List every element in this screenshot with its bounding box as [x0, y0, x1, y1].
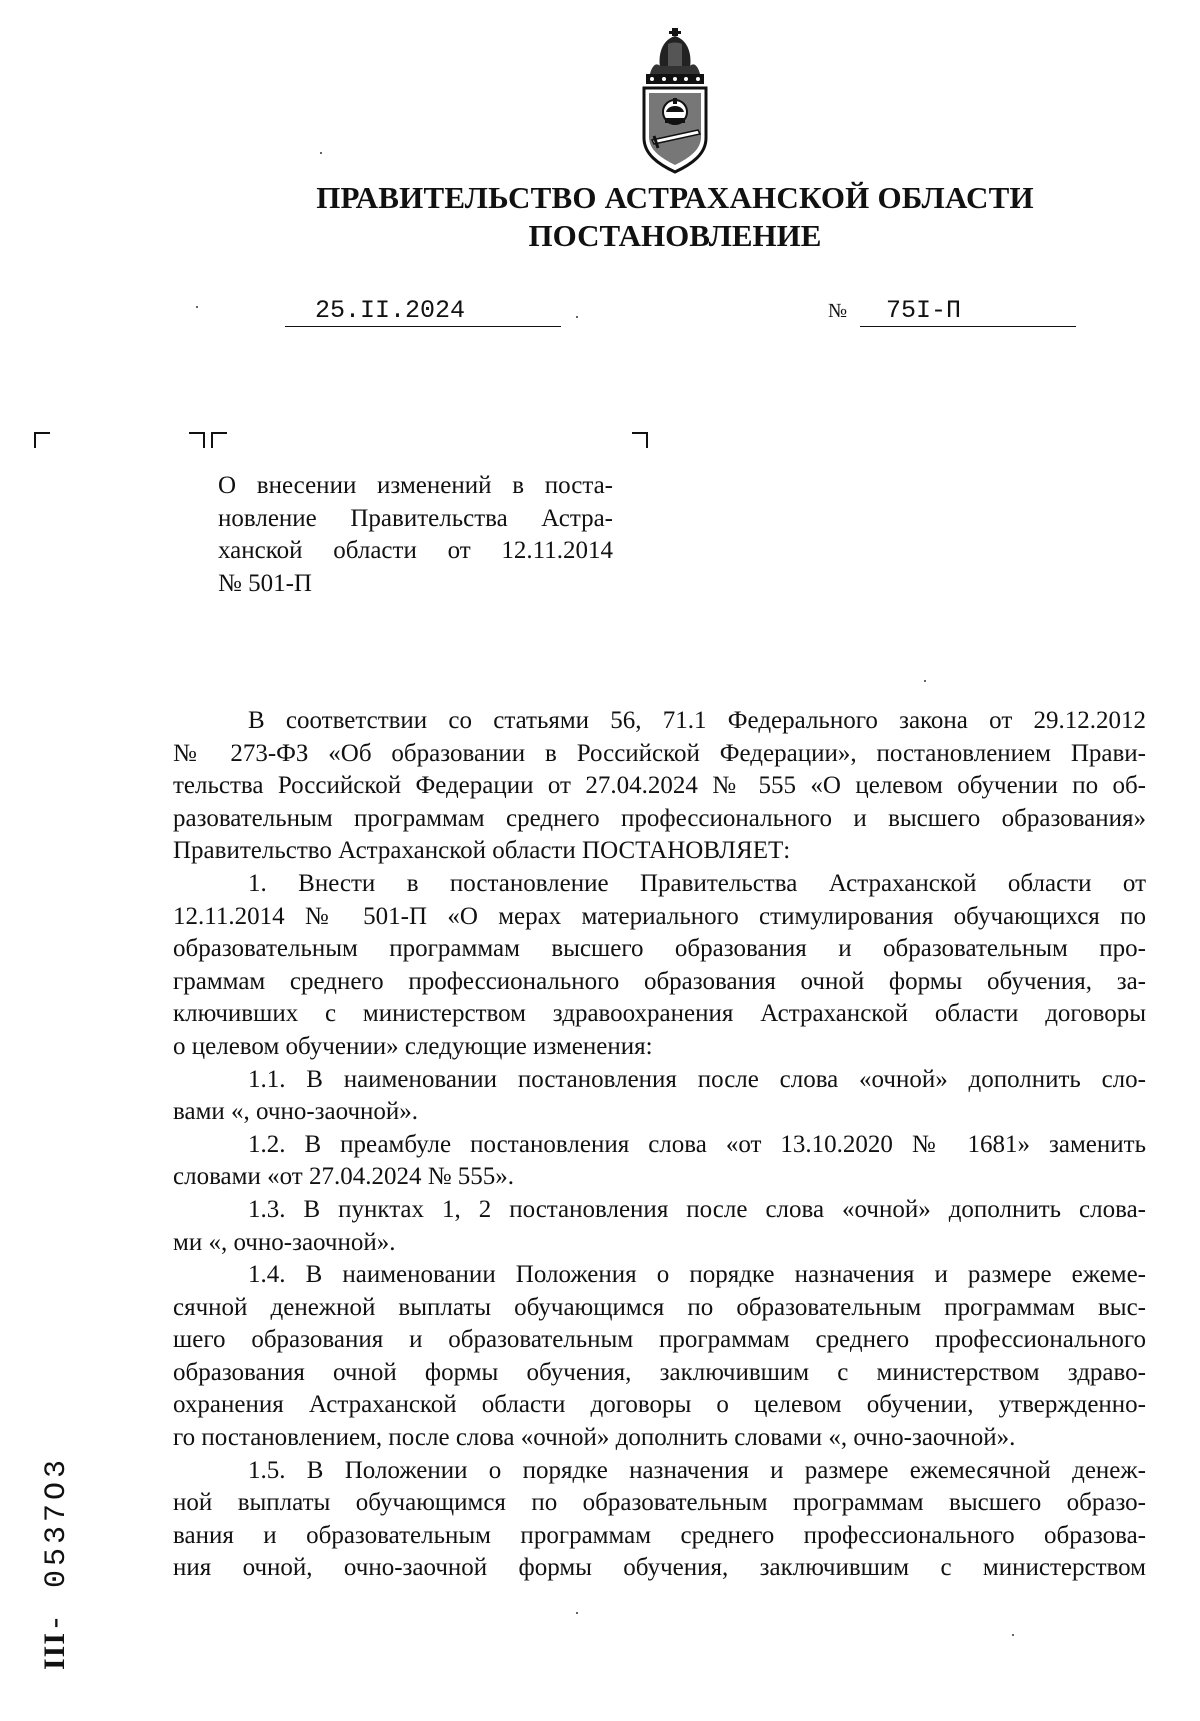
body-line: тельства Российской Федерации от 27.04.2024 № 555 «О целевом обучении по об- — [173, 772, 1146, 800]
body-line: вами «, очно-заочной». — [173, 1098, 419, 1126]
body-line: Правительство Астраханской области ПОСТАНОВЛЯЕТ: — [173, 837, 791, 865]
number-sign: № — [828, 300, 848, 322]
document-subject — [218, 470, 613, 600]
scan-speck — [576, 316, 578, 318]
body-line: 1. Внести в постановление Правительства Астраханской области от — [248, 869, 1146, 897]
body-line: ния очной, очно-заочной формы обучения, заключившим с министерством — [173, 1554, 1146, 1582]
subject-line: О внесении изменений в поста- — [218, 472, 613, 499]
number-underline — [860, 296, 1076, 327]
side-serial-stamp — [38, 1370, 78, 1670]
document-body — [173, 705, 1146, 1585]
corner-mark — [189, 432, 205, 448]
stamp-prefix: III — [38, 1631, 71, 1670]
body-line: разовательным программам среднего профессионального и высшего образования» — [173, 804, 1146, 832]
scan-speck — [196, 306, 198, 308]
corner-mark — [211, 432, 227, 448]
body-line: ми «, очно-заочной». — [173, 1228, 396, 1256]
scan-speck — [924, 680, 926, 682]
body-line: 1.4. В наименовании Положения о порядке назначения и размере ежеме- — [248, 1261, 1146, 1289]
body-line: 1.3. В пунктах 1, 2 постановления после слова «очной» дополнить слова- — [248, 1195, 1146, 1223]
scan-speck — [576, 1612, 578, 1614]
body-line: сячной денежной выплаты обучающимся по образовательным программам выс- — [173, 1293, 1146, 1321]
document-type-title: ПОСТАНОВЛЕНИЕ — [528, 218, 822, 253]
document-number: 75I-П — [886, 296, 962, 325]
document-date: 25.II.2024 — [315, 296, 466, 325]
body-line: ключивших с министерством здравоохранения Астраханской области договоры — [173, 1000, 1146, 1028]
body-line: охранения Астраханской области договоры о целевом обучении, утвержденно- — [173, 1391, 1146, 1419]
astrakhan-coat-of-arms-icon — [632, 26, 718, 176]
corner-mark — [34, 432, 50, 448]
body-line: 1.2. В преамбуле постановления слова «от 13.10.2020 № 1681» заменить — [248, 1130, 1146, 1158]
organization-title: ПРАВИТЕЛЬСТВО АСТРАХАНСКОЙ ОБЛАСТИ — [316, 180, 1034, 215]
body-line: вания и образовательным программам среднего профессионального образова- — [173, 1521, 1146, 1549]
body-line: граммам среднего профессионального образования очной формы обучения, за- — [173, 967, 1146, 995]
body-line: словами «от 27.04.2024 № 555». — [173, 1163, 515, 1191]
body-line: образования очной формы обучения, заключившим с министерством здраво- — [173, 1358, 1146, 1386]
subject-line: № 501-П — [218, 569, 312, 597]
subject-line: ханской области от 12.11.2014 — [218, 537, 613, 564]
body-line: В соответствии со статьями 56, 71.1 Федерального закона от 29.12.2012 — [248, 707, 1146, 734]
stamp-serial: - 0537O3 — [40, 1455, 74, 1632]
body-line: о целевом обучении» следующие изменения: — [173, 1032, 653, 1060]
number-field — [828, 296, 1076, 326]
date-field — [285, 296, 561, 327]
subject-line: новление Правительства Астра- — [218, 504, 613, 532]
body-line: образовательным программам высшего образования и образовательным про- — [173, 935, 1146, 963]
scan-speck — [320, 152, 322, 154]
body-line: ной выплаты обучающимся по образовательным программам высшего образо- — [173, 1489, 1146, 1517]
scan-speck — [1012, 1634, 1014, 1636]
body-line: 12.11.2014 № 501-П «О мерах материального стимулирования обучающихся по — [173, 902, 1146, 930]
body-line: го постановлением, после слова «очной» дополнить словами «, очно-заочной». — [173, 1424, 1016, 1452]
body-line: № 273-ФЗ «Об образовании в Российской Федерации», постановлением Прави- — [173, 739, 1146, 767]
body-line: 1.5. В Положении о порядке назначения и размере ежемесячной денеж- — [248, 1456, 1146, 1484]
body-line: шего образования и образовательным программам среднего профессионального — [173, 1326, 1146, 1354]
corner-mark — [632, 432, 648, 448]
body-line: 1.1. В наименовании постановления после слова «очной» дополнить сло- — [248, 1065, 1146, 1093]
